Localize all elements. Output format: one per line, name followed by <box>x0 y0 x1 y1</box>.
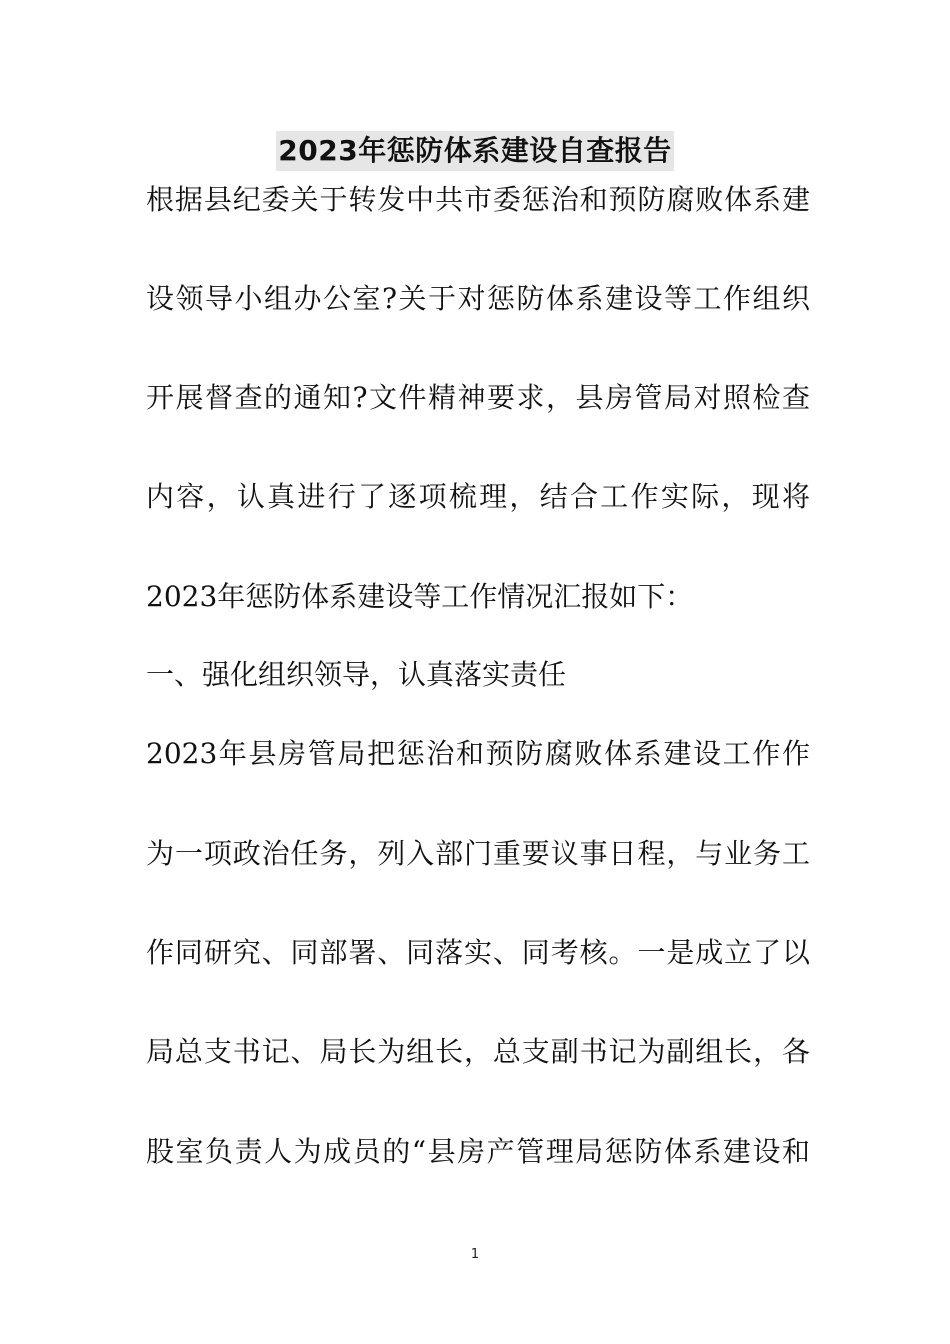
document-title-text: 2023年惩防体系建设自查报告 <box>276 131 673 171</box>
paragraph-line: 局总支书记、局长为组长，总支副书记为副组长，各 <box>146 1035 810 1068</box>
paragraph-line: 股室负责人为成员的“县房产管理局惩防体系建设和 <box>146 1135 810 1168</box>
paragraph-line: 开展督查的通知?文件精神要求，县房管局对照检查 <box>146 381 810 414</box>
paragraph-line: 2023年县房管局把惩治和预防腐败体系建设工作作 <box>146 737 810 770</box>
paragraph-line: 根据县纪委关于转发中共市委惩治和预防腐败体系建 <box>146 183 810 216</box>
paragraph-line: 为一项政治任务，列入部门重要议事日程，与业务工 <box>146 837 810 870</box>
paragraph-line: 内容，认真进行了逐项梳理，结合工作实际，现将 <box>146 480 810 513</box>
document-title <box>0 131 950 171</box>
paragraph-line: 设领导小组办公室?关于对惩防体系建设等工作组织 <box>146 282 810 315</box>
paragraph-line: 作同研究、同部署、同落实、同考核。一是成立了以 <box>146 936 810 969</box>
paragraph-line: 2023年惩防体系建设等工作情况汇报如下： <box>146 580 694 613</box>
page-number: 1 <box>470 1247 480 1262</box>
section-heading: 一、强化组织领导，认真落实责任 <box>146 658 567 691</box>
